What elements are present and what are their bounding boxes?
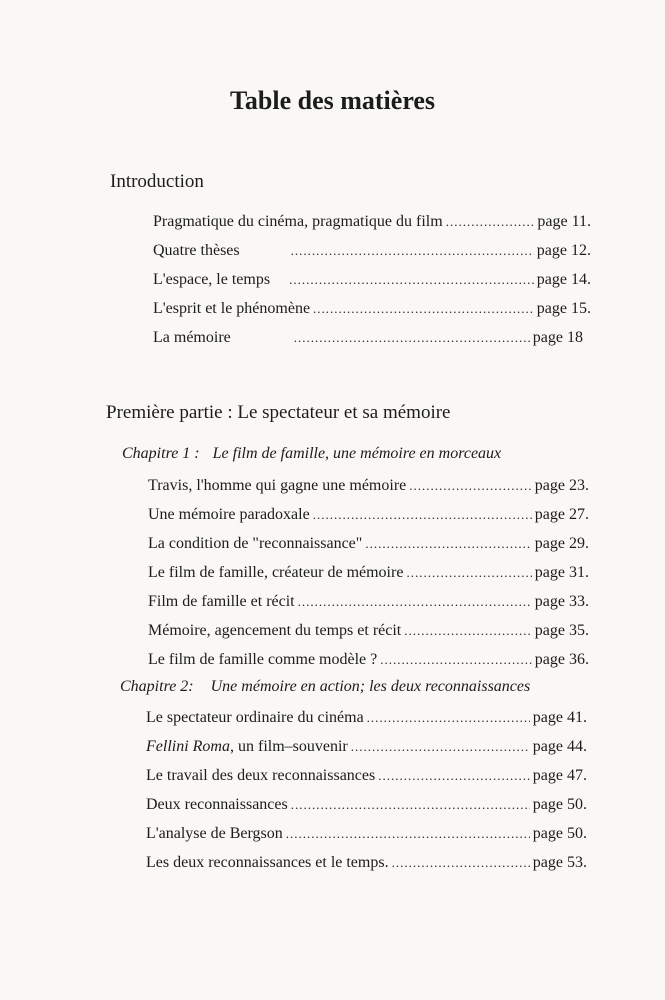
entry-page: page 36. [534,651,589,668]
entry-label: L'esprit et le phénomène [153,300,311,317]
toc-entry [146,852,587,874]
entry-label: Travis, l'homme qui gagne une mémoire [148,477,407,494]
entry-label: Les deux reconnaissances et le temps. [146,854,389,871]
entry-label: Mémoire, agencement du temps et récit [148,622,402,639]
toc-entry [148,533,589,555]
page-title: Table des matières [229,86,436,115]
entry-label: La condition de "reconnaissance" [148,535,363,552]
entry-label: L'espace, le temps [153,271,271,288]
entry-label: L'analyse de Bergson [146,825,283,842]
entry-label: Le travail des deux reconnaissances [146,767,376,784]
entry-label: La mémoire [153,329,231,346]
entry-page: page 47. [532,767,587,784]
toc-entry [153,327,583,349]
section-heading-introduction: Introduction [110,171,204,192]
entry-label: Le film de famille, créateur de mémoire [148,564,404,581]
entry-label: Pragmatique du cinéma, pragmatique du film [153,213,443,230]
entry-page: page 11. [537,213,591,230]
leader-dots [351,736,530,758]
entry-page: page 44. [532,738,587,755]
section-heading-part1: Première partie : Le spectateur et sa mémoire [106,402,451,423]
chapter-number: Chapitre 1 : [122,445,200,462]
entry-label: Quatre thèses [153,242,240,259]
leader-dots [380,649,532,671]
entry-page: page 27. [534,506,589,523]
entry-label-rest: , un film–souvenir [229,738,348,755]
entry-page: page 35. [534,622,589,639]
entry-page: page 14. [536,271,591,288]
toc-entry [153,240,591,262]
leader-dots [409,475,532,497]
toc-entry [148,649,589,671]
film-title: Fellini Roma [146,738,230,755]
toc-entry [153,269,591,291]
entry-page: page 50. [532,825,587,842]
entry-page: page 31. [534,564,589,581]
entry-page: page 23. [534,477,589,494]
toc-entry [146,765,587,787]
toc-entry [148,562,589,584]
toc-entry [153,211,591,233]
entry-label [146,736,348,758]
chapter-heading-2 [120,678,530,696]
entry-label: Film de famille et récit [148,593,295,610]
leader-dots [446,211,535,233]
toc-entry [146,707,587,729]
leader-dots [365,533,531,555]
leader-dots [406,562,531,584]
toc-entry [146,736,587,758]
entry-label: Le film de famille comme modèle ? [148,651,378,668]
entry-label: Deux reconnaissances [146,796,288,813]
toc-entry [146,794,587,816]
entry-page: page 29. [534,535,589,552]
entry-page: page 50. [532,796,587,813]
leader-dots [291,240,534,262]
toc-entry [146,823,587,845]
leader-dots [378,765,530,787]
leader-dots [392,852,530,874]
entry-page: page 18 [532,329,583,346]
chapter-title: Une mémoire en action; les deux reconnaissances [210,678,531,695]
leader-dots [294,327,530,349]
entry-page: page 12. [536,242,591,259]
toc-entry [148,591,589,613]
leader-dots [313,504,532,526]
entry-label: Le spectateur ordinaire du cinéma [146,709,364,726]
chapter-number: Chapitre 2: [120,678,194,695]
entry-page: page 33. [534,593,589,610]
leader-dots [404,620,532,642]
leader-dots [286,823,530,845]
entry-page: page 53. [532,854,587,871]
entry-page: page 41. [532,709,587,726]
leader-dots [289,269,534,291]
toc-entry [148,504,589,526]
entry-page: page 15. [536,300,591,317]
leader-dots [291,794,530,816]
toc-entry [153,298,591,320]
chapter-heading-1 [122,445,501,463]
toc-entry [148,475,589,497]
chapter-title: Le film de famille, une mémoire en morceaux [212,445,502,462]
toc-entry [148,620,589,642]
leader-dots [367,707,530,729]
entry-label: Une mémoire paradoxale [148,506,310,523]
leader-dots [298,591,532,613]
leader-dots [313,298,534,320]
